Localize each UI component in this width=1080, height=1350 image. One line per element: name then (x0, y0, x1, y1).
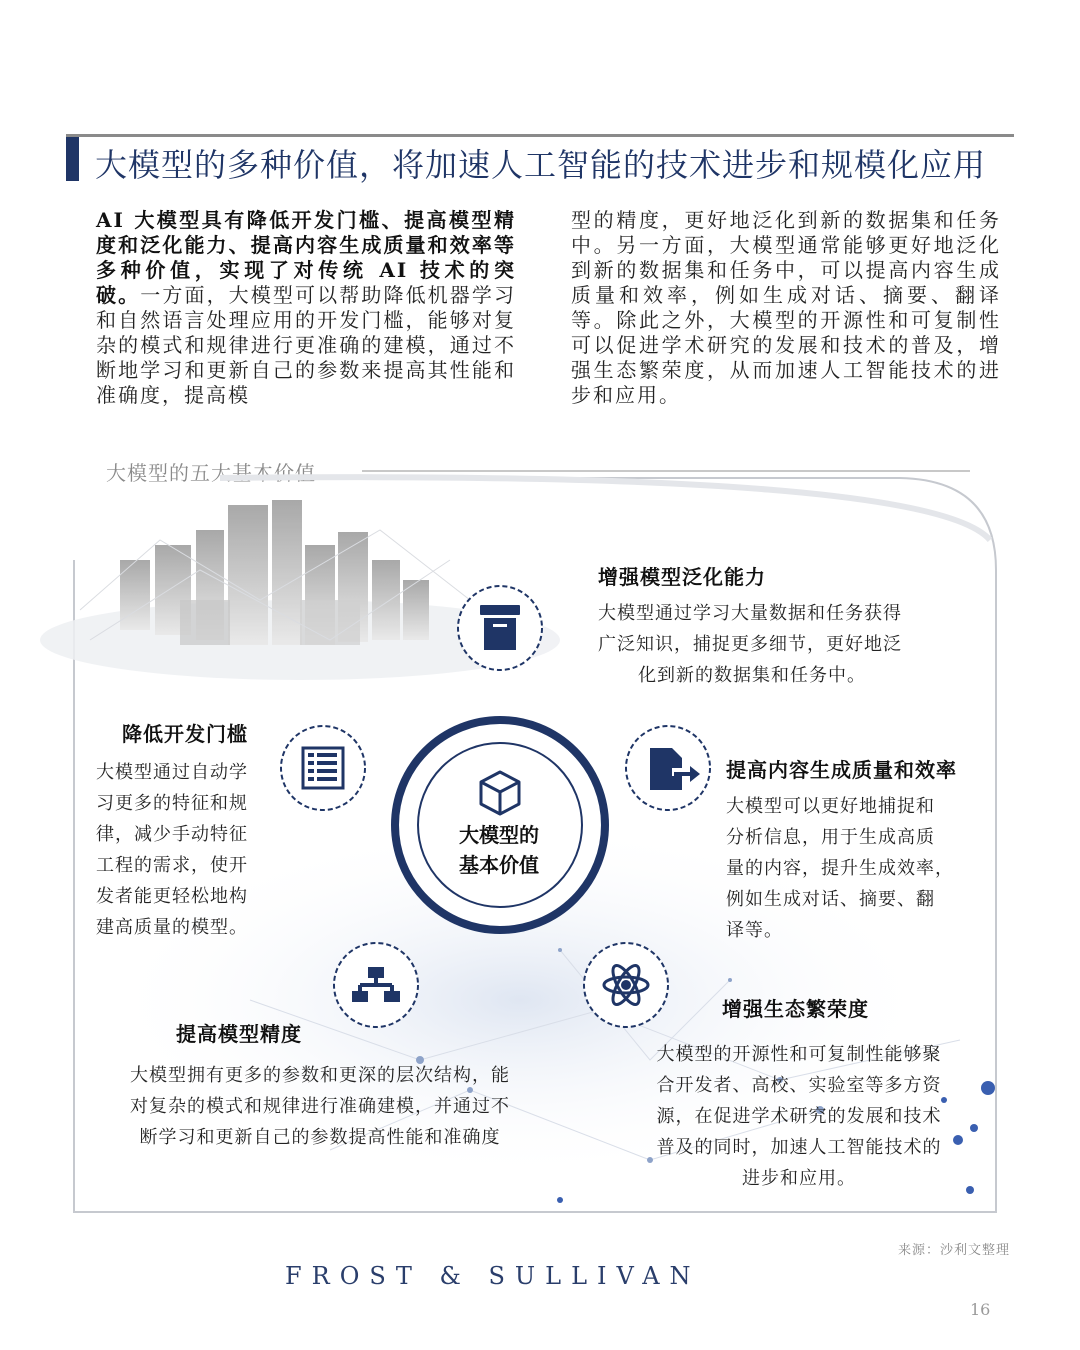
text-line: 化到新的数据集和任务中。 (638, 665, 866, 686)
page-number: 16 (970, 1300, 991, 1319)
section-generalization-text (598, 598, 958, 691)
section-accuracy-text (100, 1060, 540, 1153)
text-line: 广泛知识，捕捉更多细节，更好地泛 (598, 634, 902, 655)
text-line: 大模型拥有更多的参数和更深的层次结构，能 (130, 1065, 510, 1086)
text-line: 建高质量的模型。 (96, 917, 248, 938)
icon-ring-left (281, 726, 365, 810)
intro-left-bold: AI 大模型具有降低开发门槛、提高模型精度和泛化能力、提高内容生成质量和效率等多种价值，实现了对传统 AI 技术的突破。 (96, 208, 516, 307)
text-line: 量的内容，提升生成效率， (726, 858, 954, 879)
text-line: 分析信息，用于生成高质 (726, 827, 935, 848)
text-line: 进步和应用。 (742, 1168, 856, 1189)
section-ecosystem-text (634, 1039, 964, 1194)
text-line: 普及的同时，加速人工智能技术的 (656, 1137, 942, 1158)
section-accuracy-heading: 提高模型精度 (176, 1022, 302, 1046)
text-line: 律，减少手动特征 (96, 824, 248, 845)
text-line: 大模型通过自动学 (96, 762, 248, 783)
text-line: 大模型通过学习大量数据和任务获得 (598, 603, 902, 624)
archive-box-icon (480, 605, 520, 650)
page-title: 大模型的多种价值，将加速人工智能的技术进步和规模化应用 (95, 146, 987, 184)
text-line: 工程的需求，使开 (96, 855, 248, 876)
section-threshold-heading: 降低开发门槛 (122, 722, 248, 746)
center-label-line1: 大模型的 (459, 823, 539, 847)
section-content-text (726, 791, 976, 946)
text-line: 大模型的开源性和可复制性能够聚 (656, 1044, 942, 1065)
section-threshold-text (96, 757, 276, 943)
text-line: 译等。 (726, 920, 783, 941)
text-line: 源，在促进学术研究的发展和技术 (656, 1106, 942, 1127)
section-generalization-heading: 增强模型泛化能力 (598, 565, 766, 589)
text-line: 对复杂的模式和规律进行准确建模，并通过不 (130, 1096, 510, 1117)
source-note: 来源：沙利文整理 (898, 1243, 1011, 1258)
center-label-line2: 基本价值 (459, 853, 539, 877)
text-line: 例如生成对话、摘要、翻 (726, 889, 935, 910)
section-content-heading: 提高内容生成质量和效率 (726, 758, 957, 782)
text-line: 发者能更轻松地构 (96, 886, 248, 907)
center-label (426, 820, 572, 880)
intro-right-column: 型的精度，更好地泛化到新的数据集和任务中。另一方面，大模型通常能够更好地泛化到新的数据集和任务中，可以提高内容生成质量和效率，例如生成对话、摘要、翻译等。除此之外，大模型的开源性和可复制性可以促进学术研究的发展和技术的普及，增强生态繁荣度，从而加速人工智能技术的进步和应用。 (571, 208, 1001, 407)
text-line: 断学习和更新自己的参数提高性能和准确度 (139, 1127, 501, 1148)
text-line: 合开发者、高校、实验室等多方资 (656, 1075, 942, 1096)
section-ecosystem-heading: 增强生态繁荣度 (722, 997, 869, 1021)
brand-logo-text: FROST & SULLIVAN (285, 1262, 701, 1290)
figure-title: 大模型的五大基本价值 (106, 461, 316, 485)
intro-left-text: 一方面，大模型可以帮助降低机器学习和自然语言处理应用的开发门槛，能够对复杂的模式和规律进行更准确的建模，通过不断地学习和更新自己的参数来提高其性能和准确度，提高模 (96, 283, 517, 407)
text-line: 大模型可以更好地捕捉和 (726, 796, 935, 817)
text-line: 习更多的特征和规 (96, 793, 248, 814)
